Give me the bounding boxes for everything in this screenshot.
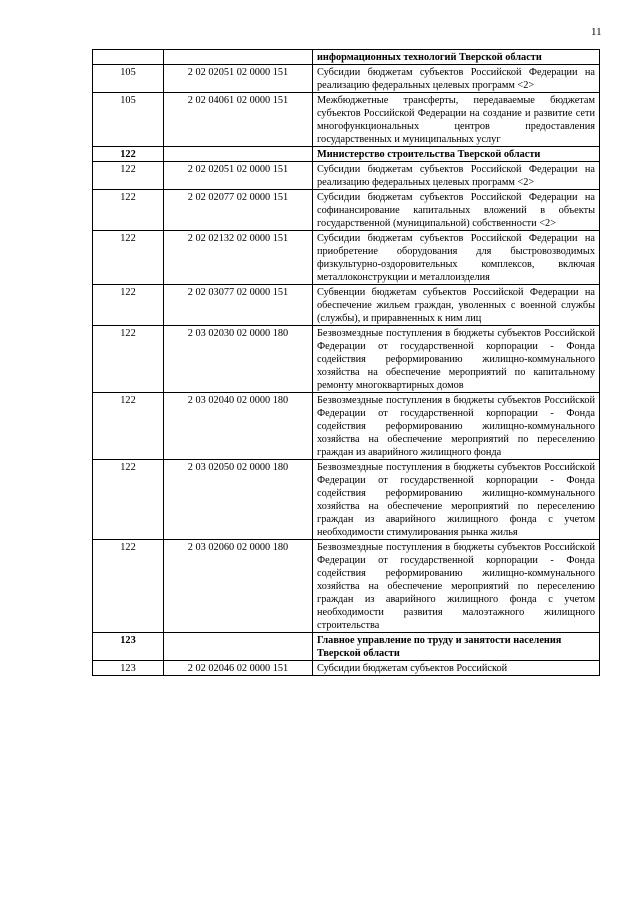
admin-code-cell: 122 (93, 393, 164, 460)
table-row (93, 50, 600, 65)
revenue-name-cell: Безвозмездные поступления в бюджеты субъектов Российской Федерации от государственной корпорации - Фонда содействия реформированию жилищно-коммунального хозяйства на обеспечение мероприятий по капитальному ремонту многоквартирных домов (313, 326, 600, 393)
table-row (93, 661, 600, 676)
admin-code-cell (93, 50, 164, 65)
table-row (93, 190, 600, 231)
admin-code-cell: 122 (93, 190, 164, 231)
revenue-name-cell: Субсидии бюджетам субъектов Российской Федерации на реализацию федеральных целевых программ <2> (313, 65, 600, 93)
revenue-name-cell: Безвозмездные поступления в бюджеты субъектов Российской Федерации от государственной корпорации - Фонда содействия реформированию жилищно-коммунального хозяйства на обеспечение мероприятий по переселению граждан из аварийного жилищного фонда с учетом необходимости стимулирования рынка жилья (313, 460, 600, 540)
admin-code-cell: 122 (93, 460, 164, 540)
table-row (93, 540, 600, 633)
revenue-code-cell: 2 02 02046 02 0000 151 (164, 661, 313, 676)
admin-code-cell: 105 (93, 65, 164, 93)
table-row (93, 93, 600, 147)
revenue-code-cell: 2 02 02051 02 0000 151 (164, 162, 313, 190)
admin-code-cell: 122 (93, 162, 164, 190)
budget-revenue-table (92, 49, 600, 676)
revenue-code-cell: 2 03 02040 02 0000 180 (164, 393, 313, 460)
revenue-name-cell: Субсидии бюджетам субъектов Российской Федерации на реализацию федеральных целевых программ <2> (313, 162, 600, 190)
admin-code-cell: 122 (93, 540, 164, 633)
table-row (93, 65, 600, 93)
page-number: 11 (591, 26, 602, 38)
revenue-code-cell: 2 03 02060 02 0000 180 (164, 540, 313, 633)
revenue-name-cell: Субвенции бюджетам субъектов Российской Федерации на обеспечение жильем граждан, уволенных с военной службы (службы), и приравненных к ним лиц (313, 285, 600, 326)
table-row (93, 326, 600, 393)
table-row (93, 147, 600, 162)
revenue-code-cell: 2 02 02077 02 0000 151 (164, 190, 313, 231)
table-row (93, 393, 600, 460)
table-row (93, 231, 600, 285)
admin-code-cell: 105 (93, 93, 164, 147)
admin-code-cell: 122 (93, 326, 164, 393)
table-row (93, 460, 600, 540)
admin-code-cell: 122 (93, 231, 164, 285)
admin-code-cell: 123 (93, 633, 164, 661)
admin-code-cell: 122 (93, 147, 164, 162)
table-body (93, 50, 600, 676)
revenue-name-cell: Министерство строительства Тверской области (313, 147, 600, 162)
revenue-code-cell (164, 147, 313, 162)
revenue-name-cell: Главное управление по труду и занятости населения Тверской области (313, 633, 600, 661)
admin-code-cell: 122 (93, 285, 164, 326)
table-row (93, 162, 600, 190)
revenue-code-cell: 2 03 02030 02 0000 180 (164, 326, 313, 393)
revenue-name-cell: Межбюджетные трансферты, передаваемые бюджетам субъектов Российской Федерации на создание и развитие сети многофункциональных центров предоставления государственных и муниципальных услуг (313, 93, 600, 147)
revenue-code-cell: 2 02 04061 02 0000 151 (164, 93, 313, 147)
revenue-code-cell (164, 633, 313, 661)
revenue-name-cell: Субсидии бюджетам субъектов Российской (313, 661, 600, 676)
admin-code-cell: 123 (93, 661, 164, 676)
revenue-code-cell (164, 50, 313, 65)
revenue-name-cell: информационных технологий Тверской области (313, 50, 600, 65)
revenue-code-cell: 2 02 02051 02 0000 151 (164, 65, 313, 93)
table-row (93, 633, 600, 661)
table-row (93, 285, 600, 326)
revenue-code-cell: 2 02 02132 02 0000 151 (164, 231, 313, 285)
revenue-code-cell: 2 02 03077 02 0000 151 (164, 285, 313, 326)
revenue-code-cell: 2 03 02050 02 0000 180 (164, 460, 313, 540)
revenue-name-cell: Субсидии бюджетам субъектов Российской Федерации на приобретение оборудования для быстровозводимых физкультурно-оздоровительных комплексов, включая металлоконструкции и металлоизделия (313, 231, 600, 285)
revenue-name-cell: Безвозмездные поступления в бюджеты субъектов Российской Федерации от государственной корпорации - Фонда содействия реформированию жилищно-коммунального хозяйства на обеспечение мероприятий по переселению граждан из аварийного жилищного фонда (313, 393, 600, 460)
revenue-name-cell: Субсидии бюджетам субъектов Российской Федерации на софинансирование капитальных вложений в объекты государственной (муниципальной) собственности <2> (313, 190, 600, 231)
revenue-name-cell: Безвозмездные поступления в бюджеты субъектов Российской Федерации от государственной корпорации - Фонда содействия реформированию жилищно-коммунального хозяйства на обеспечение мероприятий по переселению граждан из аварийного жилищного фонда с учетом необходимости развития малоэтажного жилищного строительства (313, 540, 600, 633)
